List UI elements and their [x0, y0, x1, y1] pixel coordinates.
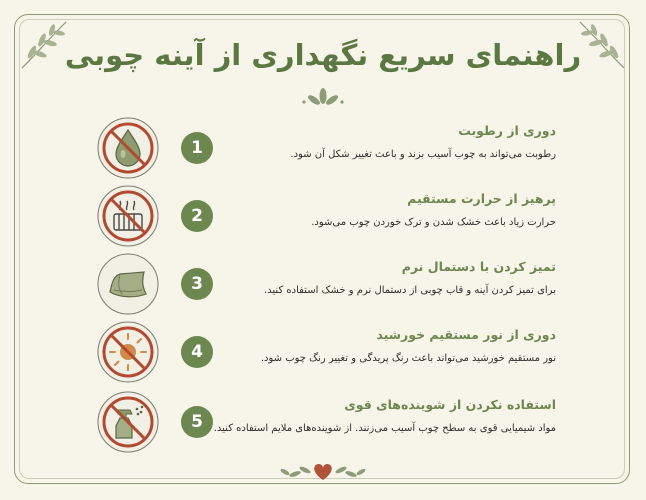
page-title: راهنمای سریع نگهداری از آینه چوبی	[64, 38, 582, 72]
tip-row	[0, 252, 646, 318]
tip-description: نور مستقیم خورشید می‌تواند باعث رنگ پریدگی و تغییر رنگ چوب شود.	[260, 353, 556, 364]
step-number: 1	[181, 132, 213, 164]
tip-description: مواد شیمیایی قوی به سطح چوب آسیب می‌زنند. از شوینده‌های ملایم استفاده کنید.	[213, 423, 556, 434]
tip-description: حرارت زیاد باعث خشک شدن و ترک خوردن چوب می‌شود.	[311, 217, 556, 228]
step-number: 4	[181, 336, 213, 368]
tip-heading: استفاده نکردن از شوینده‌های قوی	[344, 397, 556, 412]
tip-row	[0, 390, 646, 456]
no-spray-bottle-icon	[96, 390, 160, 454]
leaf-ornament-icon	[298, 84, 348, 110]
tip-heading: تمیز کردن با دستمال نرم	[401, 259, 556, 274]
no-heater-icon	[96, 184, 160, 248]
tip-heading: پرهیز از حرارت مستقیم	[407, 191, 556, 206]
step-number: 2	[181, 200, 213, 232]
tip-row	[0, 116, 646, 182]
step-number: 5	[181, 406, 213, 438]
tip-row	[0, 184, 646, 250]
heart-leaf-ornament-icon	[243, 458, 403, 486]
soft-cloth-icon	[96, 252, 160, 316]
step-number: 3	[181, 268, 213, 300]
tip-heading: دوری از نور مستقیم خورشید	[376, 327, 556, 342]
tip-row	[0, 320, 646, 386]
no-sun-icon	[96, 320, 160, 384]
tip-description: رطوبت می‌تواند به چوب آسیب بزند و باعث تغییر شکل آن شود.	[290, 149, 556, 160]
tip-description: برای تمیز کردن آینه و قاب چوبی از دستمال نرم و خشک استفاده کنید.	[263, 285, 556, 296]
no-water-drop-icon	[96, 116, 160, 180]
tip-heading: دوری از رطوبت	[458, 123, 556, 138]
